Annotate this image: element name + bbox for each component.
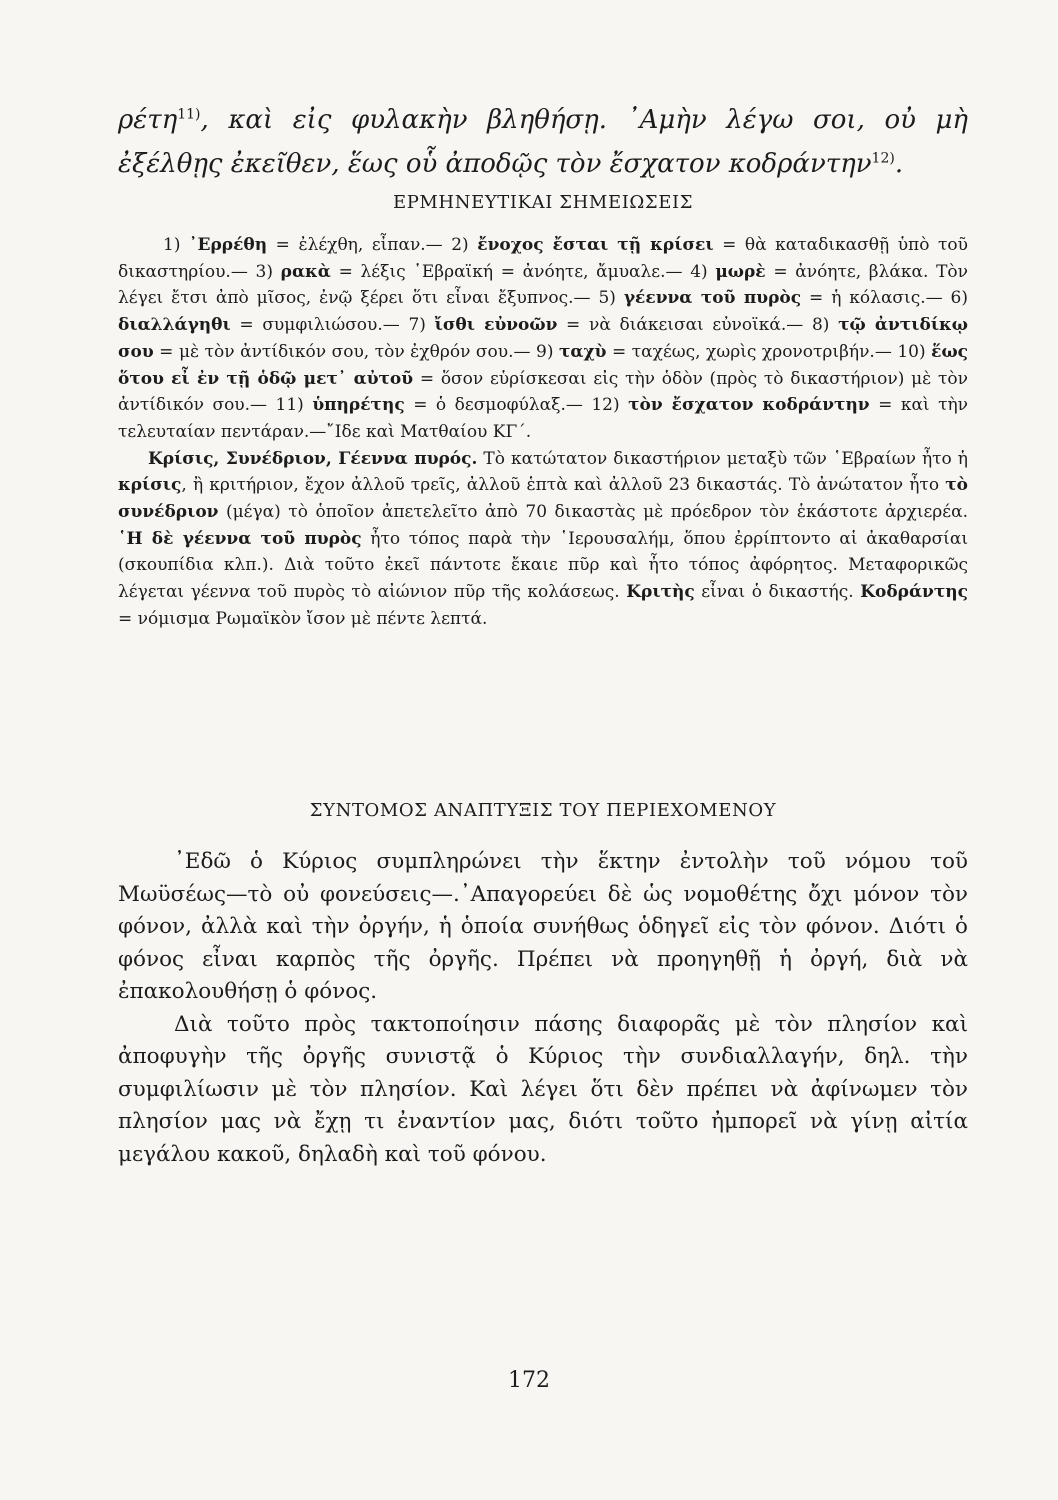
verse-text-start: ρέτη — [118, 105, 178, 135]
gloss-title: Κρίσις, Συνέδριον, Γέεννα πυρός. — [148, 448, 478, 469]
interpretive-notes — [118, 232, 968, 633]
page-number: 172 — [508, 1368, 550, 1393]
notes-paragraph — [118, 232, 968, 446]
note-1: 1) ᾿Ερρέθη = ἐλέχθη, εἶπαν.— — [163, 235, 452, 255]
note-8: 8) τῷ ἀντιδίκῳ σου = μὲ τὸν ἀντίδικόν σου, τὸν ἐχθρόν σου.— — [118, 315, 968, 362]
verse-text-end: . — [894, 149, 904, 179]
summary-paragraph-1: ᾿Εδῶ ὁ Κύριος συμπληρώνει τὴν ἕκτην ἐντολὴν τοῦ νόμου τοῦ Μωϋσέως—τὸ οὐ φονεύσεις—.᾿Απαγορεύει δὲ ὡς νομοθέτης ὄχι μόνον τὸν φόνον, ἀλλὰ καὶ τὴν ὀργήν, ἡ ὁποία συνήθως ὁδηγεῖ εἰς τὸν φόνον. Διότι ὁ φόνος εἶναι καρπὸς τῆς ὀργῆς. Πρέπει νὰ προηγηθῇ ἡ ὀργή, διὰ νὰ ἐπακολουθήσῃ ὁ φόνος. — [118, 849, 968, 1004]
notes-heading: ΕΡΜΗΝΕΥΤΙΚΑΙ ΣΗΜΕΙΩΣΕΙΣ — [392, 192, 694, 213]
note-2: 2) ἔνοχος ἔσται τῇ κρίσει = θὰ καταδικασθῇ ὑπὸ τοῦ δικαστηρίου.— — [118, 235, 968, 282]
gloss-paragraph: Κρίσις, Συνέδριον, Γέεννα πυρός. Τὸ κατώτατον δικαστήριον μεταξὺ τῶν ῾Εβραίων ἦτο ἡ κρίσις, ἢ κριτήριον, ἔχον ἀλλοῦ τρεῖς, ἀλλοῦ ἑπτὰ καὶ ἀλλοῦ 23 δικαστάς. Τὸ ἀνώτατον ἦτο τὸ συνέδριον (μέγα) τὸ ὁποῖον ἀπετελεῖτο ἀπὸ 70 δικαστὰς μὲ πρόεδρον τὸν ἑκάστοτε ἀρχιερέα. ῾Η δὲ γέεννα τοῦ πυρὸς ἦτο τόπος παρὰ τὴν ῾Ιερουσαλήμ, ὅπου ἐρρίπτοντο αἱ ἀκαθαρσίαι (σκουπίδια κλπ.). Διὰ τοῦτο ἐκεῖ πάντοτε ἔκαιε πῦρ καὶ ἦτο τόπος ἀφόρητος. Μεταφορικῶς λέγεται γέεννα τοῦ πυρὸς τὸ αἰώνιον πῦρ τῆς κολάσεως. Κριτὴς εἶναι ὁ δικαστής. Κοδράντης = νόμισμα Ρωμαϊκὸν ἴσον μὲ πέντε λεπτά. — [118, 448, 969, 629]
scripture-verse — [118, 98, 968, 186]
summary-heading: ΣΥΝΤΟΜΟΣ ΑΝΑΠΤΥΞΙΣ ΤΟΥ ΠΕΡΙΕΧΟΜΕΝΟΥ — [309, 800, 777, 821]
note-11: 11) ὑπηρέτης = ὁ δεσμοφύλαξ.— — [275, 395, 592, 416]
verse-text-middle: , καὶ εἰς φυλακὴν βληθήσῃ. ᾿Αμὴν λέγω σοι, οὐ μὴ ἐξέλθῃς ἐκεῖθεν, ἕως οὗ ἀποδῷς τὸν ἔσχατον κοδράντην — [118, 105, 968, 179]
footnote-ref-12: 12) — [871, 150, 895, 167]
note-10: 10) ἕως ὅτου εἶ ἐν τῇ ὁδῷ μετ᾿ αὐτοῦ = ὅσον εὑρίσκεσαι εἰς τὴν ὁδὸν (πρὸς τὸ δικαστήριον) μὲ τὸν ἀντίδικόν σου.— — [118, 341, 968, 416]
summary-body — [118, 846, 968, 1171]
note-12: 12) τὸν ἔσχατον κοδράντην = καὶ τὴν τελευταίαν πεντάραν.—῎Ιδε καὶ Ματθαίου ΚΓ΄. — [118, 395, 969, 442]
note-7: 7) ἴσθι εὐνοῶν = νὰ διάκεισαι εὐνοϊκά.— — [408, 315, 812, 336]
summary-paragraph-2: Διὰ τοῦτο πρὸς τακτοποίησιν πάσης διαφορᾶς μὲ τὸν πλησίον καὶ ἀποφυγὴν τῆς ὀργῆς συνιστᾷ ὁ Κύριος τὴν συνδιαλλαγήν, δηλ. τὴν συμφιλίωσιν μὲ τὸν πλησίον. Καὶ λέγει ὅτι δὲν πρέπει νὰ ἀφίνωμεν τὸν πλησίον μας νὰ ἔχῃ τι ἐναντίον μας, διότι τοῦτο ἠμπορεῖ νὰ γίνῃ αἰτία μεγάλου κακοῦ, δηλαδὴ καὶ τοῦ φόνου. — [118, 1011, 968, 1167]
note-5: 5) γέεννα τοῦ πυρὸς = ἡ κόλασις.— — [598, 288, 951, 309]
note-9: 9) ταχὺ = ταχέως, χωρὶς χρονοτριβήν.— — [536, 341, 898, 362]
note-4: 4) μωρὲ = ἀνόητε, βλάκα. Τὸν λέγει ἔτσι ἀπὸ μῖσος, ἐνῷ ξέρει ὅτι εἶναι ἔξυπνος.— — [118, 261, 968, 309]
footnote-ref-11: 11) — [177, 106, 201, 123]
note-6: 6) διαλλάγηθι = συμφιλιώσου.— — [118, 288, 968, 336]
note-3: 3) ρακὰ = λέξις ῾Εβραϊκή = ἀνόητε, ἄμυαλε.— — [255, 261, 691, 282]
